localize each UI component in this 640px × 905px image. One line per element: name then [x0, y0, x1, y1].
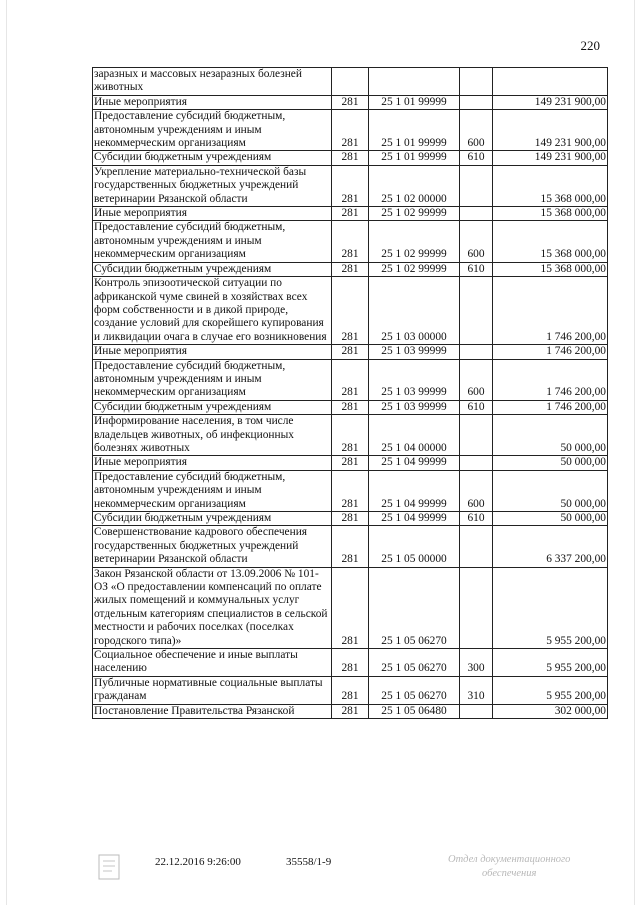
- cell-c2: 25 1 01 99999: [369, 151, 460, 165]
- cell-c2: 25 1 05 06270: [369, 676, 460, 704]
- table-row: [93, 221, 608, 262]
- cell-amount: 149 231 900,00: [493, 110, 608, 151]
- cell-c3: [460, 207, 493, 221]
- cell-c2: 25 1 05 06270: [369, 567, 460, 648]
- cell-name: Иные мероприятия: [93, 95, 332, 109]
- cell-c1: 281: [332, 526, 369, 567]
- cell-c3: [460, 165, 493, 206]
- scan-edge-right: [634, 0, 635, 905]
- cell-amount: 15 368 000,00: [493, 262, 608, 276]
- table-row: [93, 165, 608, 206]
- cell-c1: 281: [332, 456, 369, 470]
- table-row: [93, 151, 608, 165]
- cell-name: заразных и массовых незаразных болезней животных: [93, 68, 332, 96]
- cell-name: Иные мероприятия: [93, 207, 332, 221]
- table-row: [93, 400, 608, 414]
- cell-c3: [460, 415, 493, 456]
- page-number: 220: [580, 38, 600, 53]
- table-row: [93, 676, 608, 704]
- cell-c2: [369, 68, 460, 96]
- cell-name: Укрепление материально-технической базы государственных бюджетных учреждений ветеринарии Рязанской области: [93, 165, 332, 206]
- cell-amount: 15 368 000,00: [493, 165, 608, 206]
- cell-name: Субсидии бюджетным учреждениям: [93, 151, 332, 165]
- cell-amount: 1 746 200,00: [493, 277, 608, 345]
- cell-c2: 25 1 01 99999: [369, 110, 460, 151]
- cell-amount: 5 955 200,00: [493, 649, 608, 677]
- stamp-line-2: обеспечения: [482, 868, 537, 879]
- cell-c3: 600: [460, 470, 493, 511]
- cell-c1: 281: [332, 359, 369, 400]
- cell-c3: [460, 526, 493, 567]
- cell-name: Субсидии бюджетным учреждениям: [93, 400, 332, 414]
- cell-c1: 281: [332, 95, 369, 109]
- cell-c3: 610: [460, 262, 493, 276]
- cell-c2: 25 1 04 99999: [369, 512, 460, 526]
- cell-amount: 15 368 000,00: [493, 221, 608, 262]
- cell-c1: 281: [332, 262, 369, 276]
- cell-c1: 281: [332, 400, 369, 414]
- cell-name: Постановление Правительства Рязанской: [93, 704, 332, 718]
- cell-c1: 281: [332, 345, 369, 359]
- table-row: [93, 277, 608, 345]
- cell-name: Предоставление субсидий бюджетным, автономным учреждениям и иным некоммерческим организациям: [93, 470, 332, 511]
- table-row: [93, 359, 608, 400]
- scan-edge-left: [6, 0, 7, 905]
- cell-amount: 5 955 200,00: [493, 676, 608, 704]
- cell-c2: 25 1 02 99999: [369, 207, 460, 221]
- cell-name: Информирование населения, в том числе владельцев животных, об инфекционных болезнях животных: [93, 415, 332, 456]
- cell-c1: 281: [332, 207, 369, 221]
- cell-amount: 15 368 000,00: [493, 207, 608, 221]
- table-row: [93, 567, 608, 648]
- budget-table-body: [93, 68, 608, 719]
- cell-c3: 610: [460, 400, 493, 414]
- stamp-line-1: Отдел документационного: [448, 854, 571, 865]
- cell-c3: [460, 68, 493, 96]
- cell-c1: [332, 68, 369, 96]
- cell-c2: 25 1 01 99999: [369, 95, 460, 109]
- cell-name: Иные мероприятия: [93, 345, 332, 359]
- cell-name: Иные мероприятия: [93, 456, 332, 470]
- cell-c1: 281: [332, 151, 369, 165]
- cell-amount: 302 000,00: [493, 704, 608, 718]
- table-row: [93, 526, 608, 567]
- cell-amount: 1 746 200,00: [493, 400, 608, 414]
- department-stamp: [448, 853, 570, 881]
- table-row: [93, 95, 608, 109]
- cell-c1: 281: [332, 704, 369, 718]
- cell-amount: 50 000,00: [493, 470, 608, 511]
- cell-amount: 149 231 900,00: [493, 95, 608, 109]
- cell-c1: 281: [332, 165, 369, 206]
- cell-amount: 5 955 200,00: [493, 567, 608, 648]
- cell-c3: 600: [460, 110, 493, 151]
- table-row: [93, 470, 608, 511]
- cell-name: Публичные нормативные социальные выплаты гражданам: [93, 676, 332, 704]
- cell-amount: 149 231 900,00: [493, 151, 608, 165]
- cell-name: Закон Рязанской области от 13.09.2006 № 101-ОЗ «О предоставлении компенсаций по оплате жилых помещений и коммунальных услуг отдельным категориям специалистов в сельской местности и рабочих поселках (поселках городского типа)»: [93, 567, 332, 648]
- cell-c1: 281: [332, 110, 369, 151]
- cell-amount: 50 000,00: [493, 456, 608, 470]
- cell-c2: 25 1 03 99999: [369, 400, 460, 414]
- cell-c3: 600: [460, 221, 493, 262]
- cell-c1: 281: [332, 470, 369, 511]
- table-row: [93, 512, 608, 526]
- table-row: [93, 110, 608, 151]
- cell-c3: [460, 456, 493, 470]
- cell-name: Контроль эпизоотической ситуации по африканской чуме свиней в хозяйствах всех форм собственности и в дикой природе, создание условий для скорейшего купирования и ликвидации очага в случае его возникновения: [93, 277, 332, 345]
- cell-c3: [460, 567, 493, 648]
- cell-c1: 281: [332, 221, 369, 262]
- budget-table: [92, 67, 608, 719]
- cell-amount: 50 000,00: [493, 512, 608, 526]
- cell-c3: 300: [460, 649, 493, 677]
- cell-c2: 25 1 03 99999: [369, 359, 460, 400]
- cell-name: Предоставление субсидий бюджетным, автономным учреждениям и иным некоммерческим организациям: [93, 110, 332, 151]
- cell-c2: 25 1 04 99999: [369, 470, 460, 511]
- footer-datetime: 22.12.2016 9:26:00: [155, 856, 241, 868]
- cell-c3: 610: [460, 512, 493, 526]
- cell-c1: 281: [332, 676, 369, 704]
- footer-doc-id: 35558/1-9: [286, 856, 332, 868]
- table-row: [93, 415, 608, 456]
- cell-c2: 25 1 03 99999: [369, 345, 460, 359]
- cell-c3: [460, 277, 493, 345]
- cell-c2: 25 1 03 00000: [369, 277, 460, 345]
- table-row: [93, 207, 608, 221]
- table-row: [93, 649, 608, 677]
- cell-c2: 25 1 04 99999: [369, 456, 460, 470]
- table-row: [93, 704, 608, 718]
- cell-c3: 600: [460, 359, 493, 400]
- cell-amount: 1 746 200,00: [493, 359, 608, 400]
- cell-name: Субсидии бюджетным учреждениям: [93, 512, 332, 526]
- cell-c1: 281: [332, 567, 369, 648]
- cell-c2: 25 1 04 00000: [369, 415, 460, 456]
- cell-c3: 610: [460, 151, 493, 165]
- cell-c3: 310: [460, 676, 493, 704]
- cell-amount: 6 337 200,00: [493, 526, 608, 567]
- cell-c2: 25 1 05 06270: [369, 649, 460, 677]
- cell-c2: 25 1 02 99999: [369, 221, 460, 262]
- cell-name: Социальное обеспечение и иные выплаты населению: [93, 649, 332, 677]
- cell-amount: 1 746 200,00: [493, 345, 608, 359]
- table-row: [93, 262, 608, 276]
- cell-c3: [460, 95, 493, 109]
- table-row: [93, 456, 608, 470]
- cell-name: Предоставление субсидий бюджетным, автономным учреждениям и иным некоммерческим организациям: [93, 221, 332, 262]
- cell-c1: 281: [332, 277, 369, 345]
- printer-seal-icon: [96, 853, 122, 881]
- cell-name: Совершенствование кадрового обеспечения государственных бюджетных учреждений ветеринарии Рязанской области: [93, 526, 332, 567]
- cell-c1: 281: [332, 512, 369, 526]
- cell-c1: 281: [332, 649, 369, 677]
- cell-c3: [460, 704, 493, 718]
- cell-amount: 50 000,00: [493, 415, 608, 456]
- cell-c2: 25 1 05 00000: [369, 526, 460, 567]
- cell-c2: 25 1 05 06480: [369, 704, 460, 718]
- cell-c2: 25 1 02 99999: [369, 262, 460, 276]
- cell-c3: [460, 345, 493, 359]
- table-row: [93, 68, 608, 96]
- cell-c2: 25 1 02 00000: [369, 165, 460, 206]
- cell-name: Предоставление субсидий бюджетным, автономным учреждениям и иным некоммерческим организациям: [93, 359, 332, 400]
- cell-name: Субсидии бюджетным учреждениям: [93, 262, 332, 276]
- cell-amount: [493, 68, 608, 96]
- cell-c1: 281: [332, 415, 369, 456]
- table-row: [93, 345, 608, 359]
